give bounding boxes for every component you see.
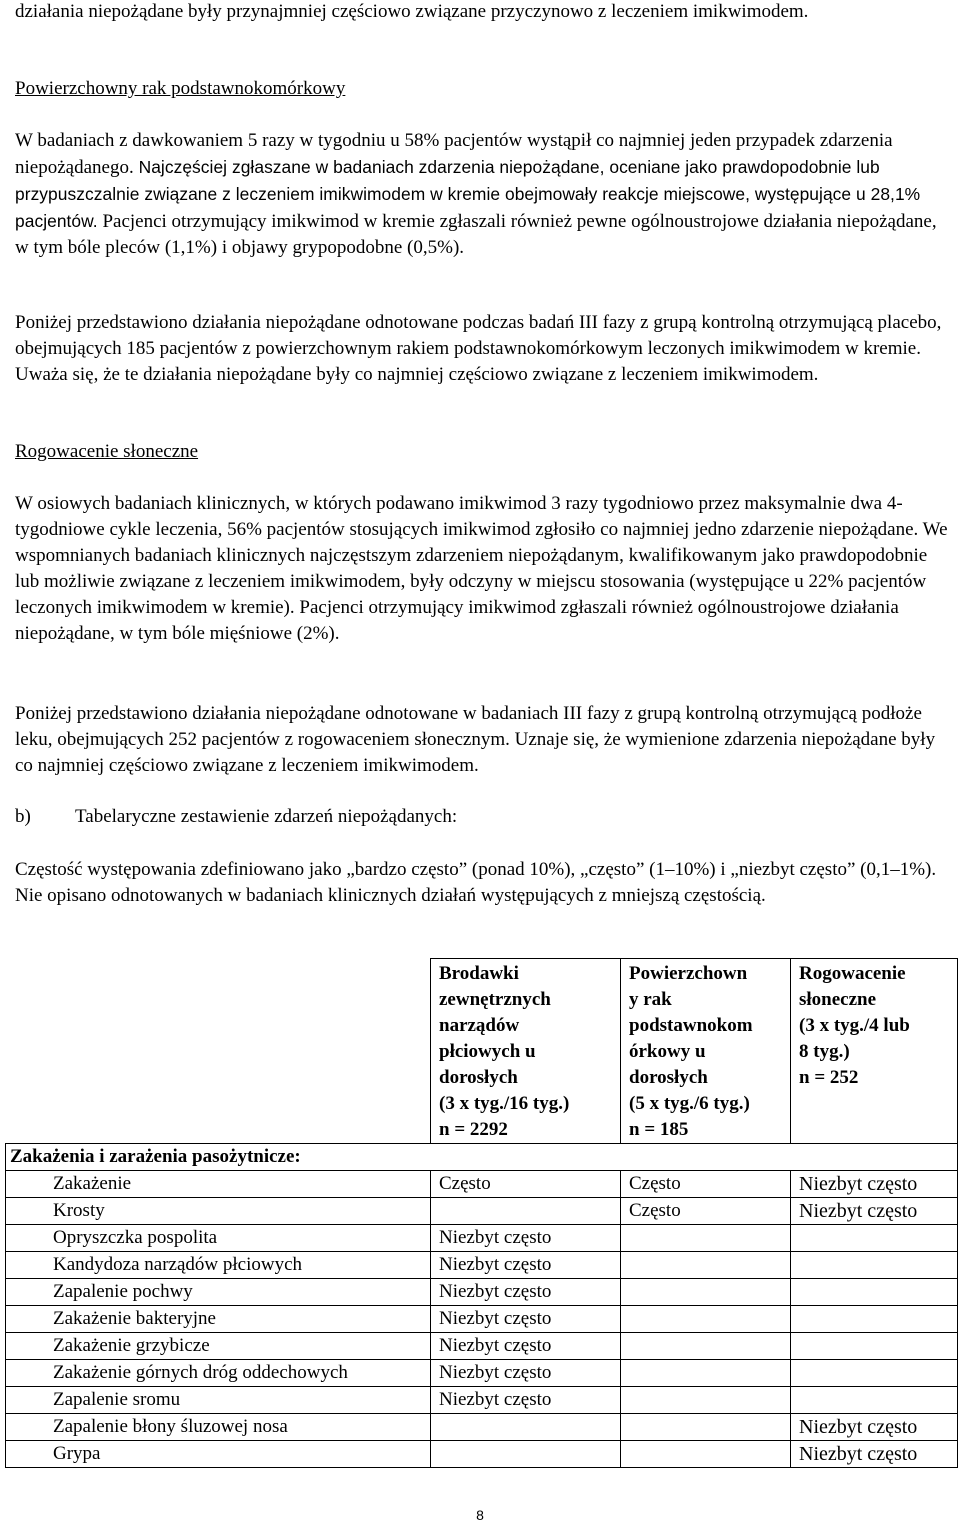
adverse-event-term: Grypa	[6, 1441, 431, 1468]
frequency-bcc	[621, 1252, 791, 1279]
adverse-event-term: Zapalenie sromu	[6, 1387, 431, 1414]
header-line: Rogowacenie	[799, 963, 906, 984]
paragraph-intro-text: działania niepożądane były przynajmniej częściowo związane przyczynowo z leczeniem imikwimodem.	[15, 1, 809, 22]
header-line: y rak	[629, 989, 672, 1010]
table-row	[6, 1441, 958, 1468]
frequency-ak	[791, 1360, 958, 1387]
section-b-heading	[15, 804, 457, 830]
header-line: (3 x tyg./4 lub	[799, 1015, 910, 1036]
frequency-warts: Niezbyt często	[431, 1333, 621, 1360]
frequency-bcc	[621, 1306, 791, 1333]
heading-ak: Rogowacenie słoneczne	[15, 441, 199, 462]
frequency-bcc	[621, 1441, 791, 1468]
column-header-ak	[791, 959, 958, 1144]
frequency-ak	[791, 1252, 958, 1279]
adverse-event-term: Zapalenie pochwy	[6, 1279, 431, 1306]
paragraph-frequency-definition: Częstość występowania zdefiniowano jako „bardzo często” (ponad 10%), „często” (1–10%) i „niezbyt często” (0,1–1%). Nie opisano odnotowanych w badaniach klinicznych działań występujących z mniejszą częstością.	[15, 859, 937, 906]
table-row	[6, 1414, 958, 1441]
frequency-warts: Niezbyt często	[431, 1252, 621, 1279]
header-line: dorosłych	[629, 1067, 708, 1088]
table-row	[6, 1387, 958, 1414]
header-line: n = 185	[629, 1119, 689, 1140]
frequency-ak: Niezbyt często	[791, 1414, 958, 1441]
table-row	[6, 1279, 958, 1306]
frequency-warts: Niezbyt często	[431, 1225, 621, 1252]
header-line: órkowy u	[629, 1041, 706, 1062]
header-line: 8 tyg.)	[799, 1041, 850, 1062]
frequency-bcc: Często	[621, 1198, 791, 1225]
adverse-event-term: Zakażenie	[6, 1171, 431, 1198]
adverse-event-term: Zapalenie błony śluzowej nosa	[6, 1414, 431, 1441]
frequency-bcc	[621, 1414, 791, 1441]
frequency-bcc	[621, 1387, 791, 1414]
header-line: n = 2292	[439, 1119, 508, 1140]
header-line: Powierzchown	[629, 963, 748, 984]
frequency-warts: Często	[431, 1171, 621, 1198]
adverse-event-term: Zakażenie górnych dróg oddechowych	[6, 1360, 431, 1387]
table-row	[6, 1306, 958, 1333]
table-row	[6, 1171, 958, 1198]
page-number: 8	[476, 1507, 484, 1523]
frequency-bcc	[621, 1360, 791, 1387]
paragraph-bcc-text-c: Pacjenci otrzymujący imikwimod w kremie zgłaszali również pewne ogólnoustrojowe działania niepożądane, w tym bóle pleców (1,1%) i objawy grypopodobne (0,5%).	[15, 211, 937, 258]
paragraph-bcc-table-intro: Poniżej przedstawiono działania niepożądane odnotowane podczas badań III fazy z grupą kontrolną otrzymującą placebo, obejmujących 185 pacjentów z powierzchownym rakiem podstawnokomórkowym leczonych imikwimodem w kremie. Uważa się, że te działania niepożądane były co najmniej częściowo związane z leczeniem imikwimodem.	[15, 312, 942, 385]
table-row	[6, 1198, 958, 1225]
paragraph-bcc-text-a: W badaniach z dawkowaniem 5 razy w tygodniu u 58% pacjentów wystąpił co najmniej jeden przypadek zdarzenia niepożądanego.	[15, 130, 893, 178]
frequency-warts	[431, 1414, 621, 1441]
table-row	[6, 1225, 958, 1252]
frequency-bcc	[621, 1333, 791, 1360]
table-header-blank	[6, 959, 431, 1144]
frequency-ak	[791, 1333, 958, 1360]
header-line: n = 252	[799, 1067, 859, 1088]
header-line: (5 x tyg./6 tyg.)	[629, 1093, 750, 1114]
frequency-warts: Niezbyt często	[431, 1279, 621, 1306]
table-row	[6, 1333, 958, 1360]
header-line: zewnętrznych	[439, 989, 551, 1010]
frequency-bcc	[621, 1225, 791, 1252]
frequency-warts: Niezbyt często	[431, 1387, 621, 1414]
frequency-ak: Niezbyt często	[791, 1198, 958, 1225]
frequency-ak: Niezbyt często	[791, 1171, 958, 1198]
frequency-warts	[431, 1441, 621, 1468]
adverse-event-term: Opryszczka pospolita	[6, 1225, 431, 1252]
section-b-label: b)	[15, 806, 31, 827]
adverse-events-table	[5, 958, 958, 1468]
adverse-event-term: Kandydoza narządów płciowych	[6, 1252, 431, 1279]
header-line: dorosłych	[439, 1067, 518, 1088]
paragraph-intro	[15, 0, 950, 25]
frequency-bcc	[621, 1279, 791, 1306]
header-line: (3 x tyg./16 tyg.)	[439, 1093, 570, 1114]
paragraph-ak-table-intro: Poniżej przedstawiono działania niepożądane odnotowane w badaniach III fazy z grupą kontrolną otrzymującą podłoże leku, obejmujących 252 pacjentów z rogowaceniem słonecznym. Uznaje się, że wymienione zdarzenia niepożądane były co najmniej częściowo związane z leczeniem imikwimodem.	[15, 703, 936, 776]
table-header-row	[6, 959, 958, 1144]
paragraph-ak-results: W osiowych badaniach klinicznych, w których podawano imikwimod 3 razy tygodniowo przez maksymalnie dwa 4-tygodniowe cykle leczenia, 56% pacjentów stosujących imikwimod zgłosiło co najmniej jedno zdarzenie niepożądane. We wspomnianych badaniach klinicznych najczęstszym zdarzeniem niepożądanym, kwalifikowanym jako prawdopodobnie lub możliwie związane z leczeniem imikwimodem, były odczyny w miejscu stosowania (występujące u 22% pacjentów leczonych imikwimodem w kremie). Pacjenci otrzymujący imikwimod zgłaszali również ogólnoustrojowe działania niepożądane, w tym bóle mięśniowe (2%).	[15, 493, 948, 644]
paragraph-bcc-text-b: Najczęściej zgłaszane w badaniach zdarzenia niepożądane, oceniane jako prawdopodobnie lub przypuszczalnie związane z leczeniem imikwimodem w kremie obejmowały reakcje miejscowe, występujące u 28,1% pacjentów.	[15, 157, 921, 231]
header-line: płciowych u	[439, 1041, 536, 1062]
section-label-infections: Zakażenia i zarażenia pasożytnicze:	[6, 1144, 431, 1171]
header-line: narządów	[439, 1015, 520, 1036]
table-row	[6, 1252, 958, 1279]
header-line: słoneczne	[799, 989, 877, 1010]
column-header-bcc	[621, 959, 791, 1144]
frequency-ak	[791, 1387, 958, 1414]
table-section-row	[6, 1144, 958, 1171]
adverse-event-term: Krosty	[6, 1198, 431, 1225]
heading-bcc: Powierzchowny rak podstawnokomórkowy	[15, 78, 346, 99]
table-row	[6, 1360, 958, 1387]
header-line: podstawnokom	[629, 1015, 753, 1036]
frequency-ak	[791, 1306, 958, 1333]
frequency-warts: Niezbyt często	[431, 1360, 621, 1387]
frequency-ak	[791, 1225, 958, 1252]
adverse-event-term: Zakażenie grzybicze	[6, 1333, 431, 1360]
frequency-bcc: Często	[621, 1171, 791, 1198]
column-header-warts	[431, 959, 621, 1144]
adverse-event-term: Zakażenie bakteryjne	[6, 1306, 431, 1333]
section-row-fill	[431, 1144, 958, 1171]
frequency-warts: Niezbyt często	[431, 1306, 621, 1333]
paragraph-bcc-results	[15, 128, 950, 261]
section-b-text: Tabelaryczne zestawienie zdarzeń niepożądanych:	[75, 806, 458, 827]
header-line: Brodawki	[439, 963, 519, 984]
frequency-warts	[431, 1198, 621, 1225]
frequency-ak: Niezbyt często	[791, 1441, 958, 1468]
frequency-ak	[791, 1279, 958, 1306]
